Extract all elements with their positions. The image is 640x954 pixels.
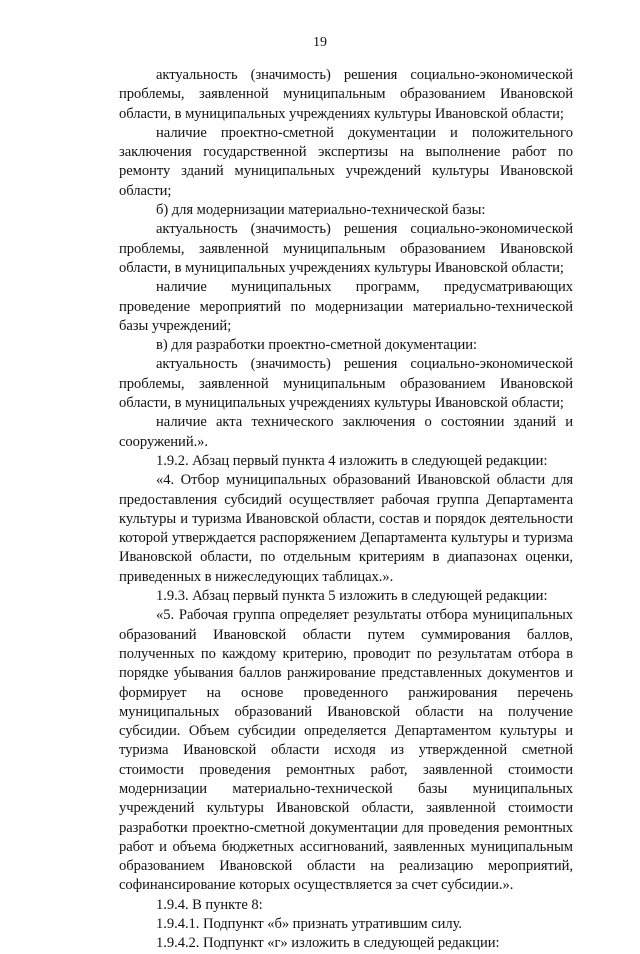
paragraph: актуальность (значимость) решения социально-экономической проблемы, заявленной муниципальным образованием Ивановской области, в муниципальных учреждениях культуры Ивановской области; [119, 356, 573, 412]
paragraph: наличие акта технического заключения о состоянии зданий и сооружений.». [119, 414, 573, 450]
paragraph: наличие муниципальных программ, предусматривающих проведение мероприятий по модернизации материально-технической базы учреждений; [119, 279, 573, 334]
paragraph: актуальность (значимость) решения социально-экономической проблемы, заявленной муниципальным образованием Ивановской области, в муниципальных учреждениях культуры Ивановской области; [119, 221, 573, 276]
paragraph: в) для разработки проектно-сметной документации: [156, 337, 478, 354]
document-body [119, 66, 573, 954]
paragraph: наличие проектно-сметной документации и положительного заключения государственной экспертизы на выполнение работ по ремонту зданий муниципальных учреждений культуры Ивановской области; [119, 124, 573, 199]
paragraph: 1.9.4.2. Подпункт «г» изложить в следующей редакции: [156, 935, 500, 952]
paragraph: 1.9.2. Абзац первый пункта 4 изложить в следующей редакции: [156, 452, 548, 469]
paragraph: б) для модернизации материально-технической базы: [156, 202, 486, 219]
paragraph: 1.9.3. Абзац первый пункта 5 изложить в следующей редакции: [156, 588, 548, 605]
paragraph: 1.9.4.1. Подпункт «б» признать утратившим силу. [156, 916, 463, 933]
page-number: 19 [313, 35, 327, 50]
paragraph: «5. Рабочая группа определяет результаты отбора муниципальных образований Ивановской области путем суммирования баллов, полученных по каждому критерию, проводит по результатам отбора в порядке убывания баллов ранжирование представленных документов и формирует на основе проведенного ранжирования перечень муниципальных образований Ивановской области на получение субсидии. Объем субсидии определяется Департаментом культуры и туризма Ивановской области исходя из утвержденной сметной стоимости проведения ремонтных работ, заявленной стоимости модернизации материально-технической базы муниципальных учреждений культуры Ивановской области, заявленной стоимости разработки проектно-сметной документации для проведения ремонтных работ и объема бюджетных ассигнований, заявленных муниципальным образованием Ивановской области на реализацию мероприятий, софинансирование которых осуществляется за счет субсидии.». [119, 607, 573, 894]
paragraph: 1.9.4. В пункте 8: [156, 896, 263, 913]
paragraph: актуальность (значимость) решения социально-экономической проблемы, заявленной муниципальным образованием Ивановской области, в муниципальных учреждениях культуры Ивановской области; [119, 67, 573, 122]
paragraph: «4. Отбор муниципальных образований Ивановской области для предоставления субсидий осуществляет рабочая группа Департамента культуры и туризма Ивановской области, состав и порядок деятельности которой утверждается распоряжением Департамента культуры и туризма Ивановской области, по отдельным критериям в диапазонах оценки, приведенных в нижеследующих таблицах.». [119, 472, 573, 585]
